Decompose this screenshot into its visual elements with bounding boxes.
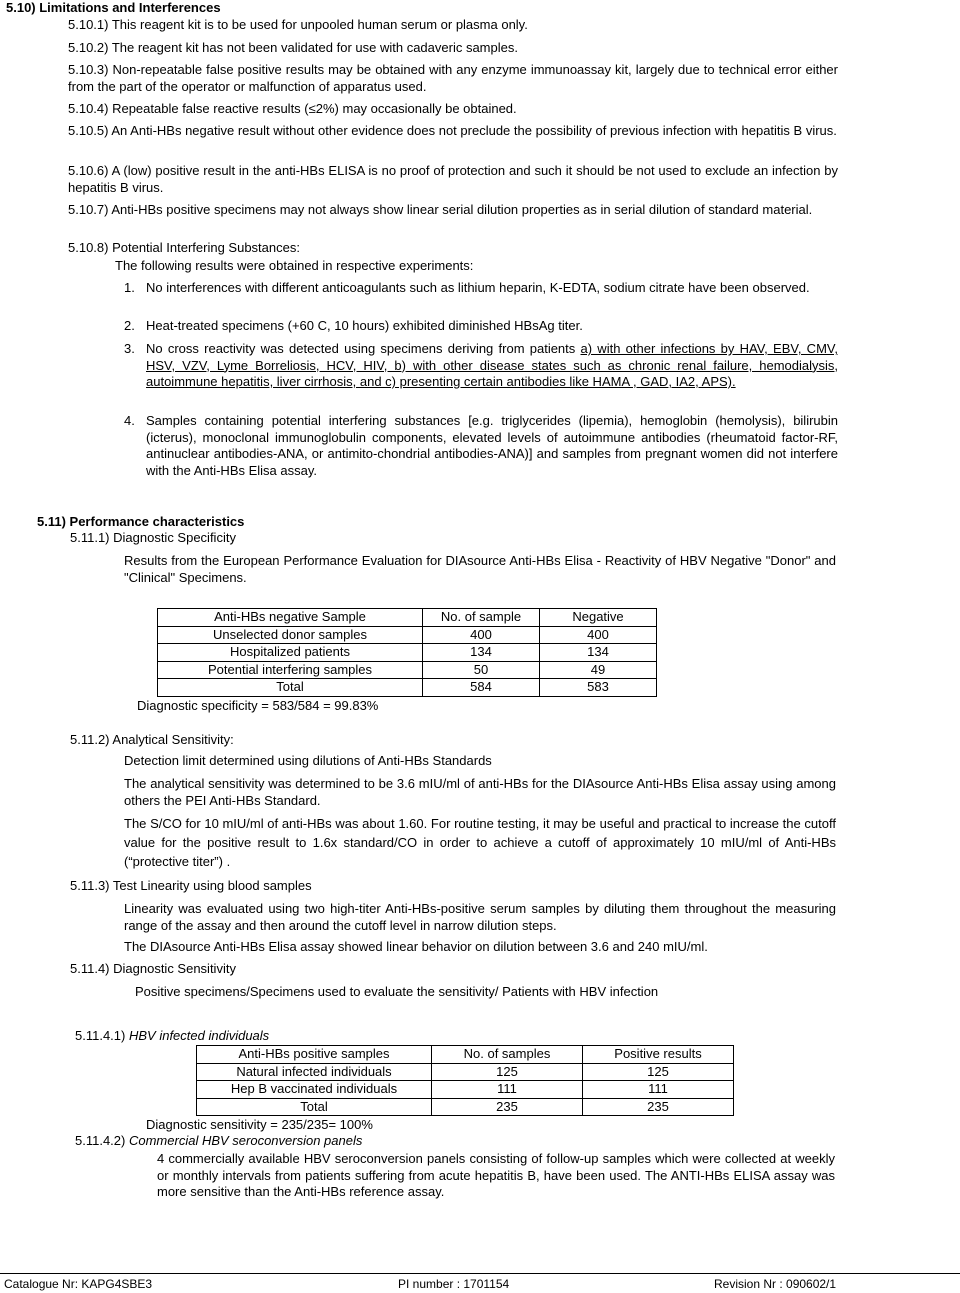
limitation-item-2: 5.10.2) The reagent kit has not been validated for use with cadaveric samples. (68, 40, 518, 55)
table-cell: Total (158, 679, 423, 697)
table-cell: 111 (432, 1081, 583, 1099)
table-row (197, 1081, 734, 1099)
sensitivity-table (196, 1045, 734, 1116)
table-cell: 134 (423, 644, 540, 662)
specificity-result: Diagnostic specificity = 583/584 = 99.83% (137, 698, 379, 713)
table-header-cell: Positive results (583, 1046, 734, 1064)
table-row (197, 1098, 734, 1116)
analytical-sensitivity-title: 5.11.2) Analytical Sensitivity: (70, 732, 234, 747)
table-cell: 583 (540, 679, 657, 697)
table-cell: 49 (540, 661, 657, 679)
table-header-row (158, 609, 657, 627)
table-cell: 125 (432, 1063, 583, 1081)
hbv-infected-heading (75, 1028, 269, 1045)
table-cell: 111 (583, 1081, 734, 1099)
list-item: Samples containing potential interfering substances [e.g. triglycerides (lipemia), hemoglobin (hemolysis), bilirubin (icterus), monoclonal immunoglobulin components, elevated levels of autoimmune antibodies (rheumatoid factor-RF, antinuclear antibodies-ANA, or antimito-chondrial antibodies-ANA)] and samples from pregnant women did not interfere with the Anti-HBs Elisa assay. (146, 413, 838, 478)
table-cell: Total (197, 1098, 432, 1116)
list-item: No interferences with different anticoagulants such as lithium heparin, K-EDTA, sodium citrate have been observed. (146, 280, 810, 295)
footer-revision: Revision Nr : 090602/1 (714, 1277, 837, 1291)
table-cell: Potential interfering samples (158, 661, 423, 679)
table-cell: Hep B vaccinated individuals (197, 1081, 432, 1099)
seroconversion-heading (75, 1133, 362, 1150)
table-cell: 134 (540, 644, 657, 662)
table-row (158, 661, 657, 679)
table-row (158, 644, 657, 662)
table-header-row (197, 1046, 734, 1064)
section-heading-limitations: 5.10) Limitations and Interferences (6, 0, 221, 15)
table-header-cell: Negative (540, 609, 657, 627)
hbv-infected-number: 5.11.4.1) (75, 1028, 126, 1043)
table-header-cell: Anti-HBs positive samples (197, 1046, 432, 1064)
diagnostic-sensitivity-intro: Positive specimens/Specimens used to evaluate the sensitivity/ Patients with HBV infection (135, 984, 659, 999)
seroconversion-title: Commercial HBV seroconversion panels (128, 1133, 363, 1148)
linearity-title: 5.11.3) Test Linearity using blood samples (70, 878, 312, 893)
limitation-item-7: 5.10.7) Anti-HBs positive specimens may not always show linear serial dilution properties as in serial dilution of standard material. (68, 202, 813, 217)
table-cell: Hospitalized patients (158, 644, 423, 662)
limitation-item-5: 5.10.5) An Anti-HBs negative result without other evidence does not preclude the possibility of previous infection with hepatitis B virus. (68, 123, 837, 138)
interfering-intro: The following results were obtained in respective experiments: (115, 258, 474, 273)
linearity-p1: Linearity was evaluated using two high-titer Anti-HBs-positive serum samples by diluting them throughout the measuring range of the assay and then around the cutoff level in narrow dilution steps. (124, 901, 836, 933)
list-item: No cross reactivity was detected using specimens deriving from patients a) with other infections by HAV, EBV, CMV, HSV, VZV, Lyme Borreliosis, HCV, HIV, b) with other disease states such as chronic renal failure, hemodialysis, autoimmune hepatitis, liver cirrhosis, and c) presenting certain antibodies like HAMA , GAD, IA2, APS). (146, 341, 838, 389)
footer-pi-number: PI number : 1701154 (398, 1277, 510, 1291)
hbv-infected-title: HBV infected individuals (128, 1028, 270, 1043)
diagnostic-sensitivity-title: 5.11.4) Diagnostic Sensitivity (70, 961, 236, 976)
table-cell: 125 (583, 1063, 734, 1081)
list-item: Heat-treated specimens (+60 C, 10 hours) exhibited diminished HBsAg titer. (146, 318, 583, 333)
specificity-title: 5.11.1) Diagnostic Specificity (70, 530, 236, 545)
limitation-item-4: 5.10.4) Repeatable false reactive results (≤2%) may occasionally be obtained. (68, 101, 517, 116)
table-row (158, 679, 657, 697)
linearity-p2: The DIAsource Anti-HBs Elisa assay showed linear behavior on dilution between 3.6 and 240 mIU/ml. (124, 939, 708, 954)
table-cell: 50 (423, 661, 540, 679)
list-number: 1. (124, 280, 135, 295)
analytical-sensitivity-p2: The analytical sensitivity was determined to be 3.6 mIU/ml of anti-HBs for the DIAsource Anti-HBs Elisa assay using among others the PEI Anti-HBs Standard. (124, 776, 836, 808)
list-number: 4. (124, 413, 135, 428)
table-header-cell: No. of sample (423, 609, 540, 627)
analytical-sensitivity-p3: The S/CO for 10 mIU/ml of anti-HBs was about 1.60. For routine testing, it may be useful and practical to increase the cutoff value for the positive result to 1.6x standard/CO in order to achieve a cutoff of approximately 10 mIU/ml of Anti-HBs (“protective titer”) . (124, 816, 836, 869)
table-cell: Unselected donor samples (158, 626, 423, 644)
limitation-item-1: 5.10.1) This reagent kit is to be used for unpooled human serum or plasma only. (68, 17, 528, 32)
list-number: 3. (124, 341, 135, 356)
table-header-cell: Anti-HBs negative Sample (158, 609, 423, 627)
analytical-sensitivity-p1: Detection limit determined using dilutions of Anti-HBs Standards (124, 753, 492, 768)
footer-divider (0, 1273, 960, 1274)
footer-catalogue: Catalogue Nr: KAPG4SBE3 (4, 1277, 153, 1291)
sensitivity-result: Diagnostic sensitivity = 235/235= 100% (146, 1117, 373, 1132)
table-cell: 235 (432, 1098, 583, 1116)
table-cell: 584 (423, 679, 540, 697)
limitation-item-3: 5.10.3) Non-repeatable false positive results may be obtained with any enzyme immunoassay kit, largely due to technical error either from the part of the operator or malfunction of apparatus used. (68, 62, 838, 94)
limitation-item-8-title: 5.10.8) Potential Interfering Substances: (68, 240, 300, 255)
table-row (197, 1063, 734, 1081)
seroconversion-text: 4 commercially available HBV seroconversion panels consisting of follow-up samples which were collected at weekly or monthly intervals from patients suffering from acute hepatitis B, have been used. The ANTI-HBs ELISA assay was more sensitive than the Anti-HBs reference assay. (157, 1151, 835, 1199)
specificity-intro: Results from the European Performance Evaluation for DIAsource Anti-HBs Elisa - Reactivity of HBV Negative "Donor" and "Clinical" Specimens. (124, 553, 836, 585)
specificity-table (157, 608, 657, 697)
seroconversion-number: 5.11.4.2) (75, 1133, 126, 1148)
table-row (158, 626, 657, 644)
section-heading-performance: 5.11) Performance characteristics (37, 514, 245, 529)
table-cell: 235 (583, 1098, 734, 1116)
table-cell: 400 (423, 626, 540, 644)
table-cell: Natural infected individuals (197, 1063, 432, 1081)
table-header-cell: No. of samples (432, 1046, 583, 1064)
table-cell: 400 (540, 626, 657, 644)
list-number: 2. (124, 318, 135, 333)
limitation-item-6: 5.10.6) A (low) positive result in the anti-HBs ELISA is no proof of protection and such it should be not used to exclude an infection by hepatitis B virus. (68, 163, 838, 195)
